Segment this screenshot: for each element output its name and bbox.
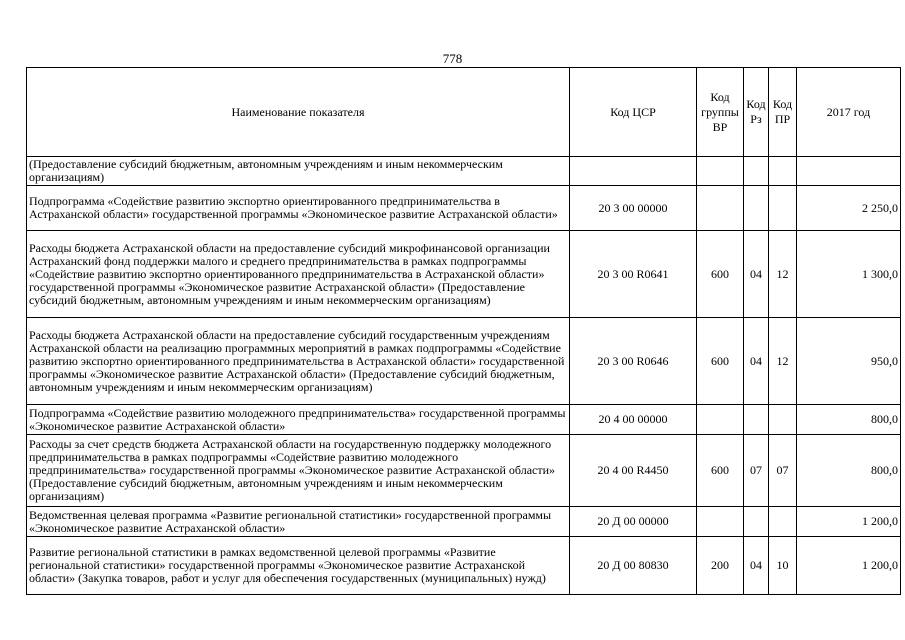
- header-row: [27, 68, 901, 157]
- row-amount: 1 300,0: [797, 231, 901, 318]
- row-csr: 20 4 00 R4450: [570, 435, 697, 507]
- row-pr: 12: [769, 318, 797, 405]
- row-csr: 20 4 00 00000: [570, 405, 697, 435]
- row-vr: [697, 405, 744, 435]
- header-rz: Код Рз: [744, 68, 769, 157]
- row-rz: 07: [744, 435, 769, 507]
- table-row: [27, 157, 901, 186]
- row-rz: 04: [744, 318, 769, 405]
- header-year: 2017 год: [797, 68, 901, 157]
- row-vr: [697, 186, 744, 231]
- row-name: (Предоставление субсидий бюджетным, автономным учреждениям и иным некоммерческим организациям): [27, 157, 570, 186]
- row-pr: 12: [769, 231, 797, 318]
- row-amount: 950,0: [797, 318, 901, 405]
- row-vr: [697, 157, 744, 186]
- row-amount: 1 200,0: [797, 537, 901, 595]
- row-pr: 10: [769, 537, 797, 595]
- row-rz: [744, 157, 769, 186]
- row-name: Расходы за счет средств бюджета Астраханской области на государственную поддержку молодежного предпринимательства в рамках подпрограммы «Содействие развитию молодежного предпринимательства» государственной программы «Экономическое развитие Астраханской области» (Предоставление субсидий бюджетным, автономным учреждениям и иным некоммерческим организациям): [27, 435, 570, 507]
- row-vr: [697, 507, 744, 537]
- row-pr: 07: [769, 435, 797, 507]
- row-amount: 1 200,0: [797, 507, 901, 537]
- budget-table: [26, 67, 901, 595]
- row-csr: 20 Д 00 80830: [570, 537, 697, 595]
- row-vr: 600: [697, 318, 744, 405]
- row-vr: 200: [697, 537, 744, 595]
- row-vr: 600: [697, 231, 744, 318]
- row-rz: [744, 186, 769, 231]
- row-name: Расходы бюджета Астраханской области на предоставление субсидий государственным учреждениям Астраханской области на реализацию программных мероприятий в рамках подпрограммы «Содействие развитию экспортно ориентированного предпринимательства в Астраханской области» государственной программы «Экономическое развитие Астраханской области» (Предоставление субсидий бюджетным, автономным учреждениям и иным некоммерческим организациям): [27, 318, 570, 405]
- row-pr: [769, 507, 797, 537]
- header-csr: Код ЦСР: [570, 68, 697, 157]
- row-name: Развитие региональной статистики в рамках ведомственной целевой программы «Развитие региональной статистики» государственной программы «Экономическое развитие Астраханской области» (Закупка товаров, работ и услуг для обеспечения государственных (муниципальных) нужд): [27, 537, 570, 595]
- page-number: 778: [442, 51, 463, 66]
- row-amount: 800,0: [797, 405, 901, 435]
- header-pr: Код ПР: [769, 68, 797, 157]
- row-csr: 20 3 00 R0641: [570, 231, 697, 318]
- table-row: [27, 435, 901, 507]
- row-pr: [769, 157, 797, 186]
- row-amount: [797, 157, 901, 186]
- table-row: [27, 318, 901, 405]
- row-name: Ведомственная целевая программа «Развитие региональной статистики» государственной программы «Экономическое развитие Астраханской области»: [27, 507, 570, 537]
- row-amount: 2 250,0: [797, 186, 901, 231]
- row-csr: 20 Д 00 00000: [570, 507, 697, 537]
- header-vr: Код группы ВР: [697, 68, 744, 157]
- row-csr: 20 3 00 R0646: [570, 318, 697, 405]
- header-name: Наименование показателя: [27, 68, 570, 157]
- table-row: [27, 231, 901, 318]
- row-csr: [570, 157, 697, 186]
- row-pr: [769, 405, 797, 435]
- row-rz: [744, 405, 769, 435]
- row-rz: 04: [744, 537, 769, 595]
- row-name: Подпрограмма «Содействие развитию молодежного предпринимательства» государственной программы «Экономическое развитие Астраханской области»: [27, 405, 570, 435]
- row-csr: 20 3 00 00000: [570, 186, 697, 231]
- row-rz: [744, 507, 769, 537]
- table-row: [27, 186, 901, 231]
- row-name: Подпрограмма «Содействие развитию экспортно ориентированного предпринимательства в Астраханской области» государственной программы «Экономическое развитие Астраханской области»: [27, 186, 570, 231]
- row-amount: 800,0: [797, 435, 901, 507]
- table-row: [27, 405, 901, 435]
- row-pr: [769, 186, 797, 231]
- row-vr: 600: [697, 435, 744, 507]
- row-rz: 04: [744, 231, 769, 318]
- row-name: Расходы бюджета Астраханской области на предоставление субсидий микрофинансовой организации Астраханский фонд поддержки малого и среднего предпринимательства в рамках подпрограммы «Содействие развитию экспортно ориентированного предпринимательства в Астраханской области» государственной программы «Экономическое развитие Астраханской области» (Предоставление субсидий бюджетным, автономным учреждениям и иным некоммерческим организациям): [27, 231, 570, 318]
- table-row: [27, 507, 901, 537]
- table-row: [27, 537, 901, 595]
